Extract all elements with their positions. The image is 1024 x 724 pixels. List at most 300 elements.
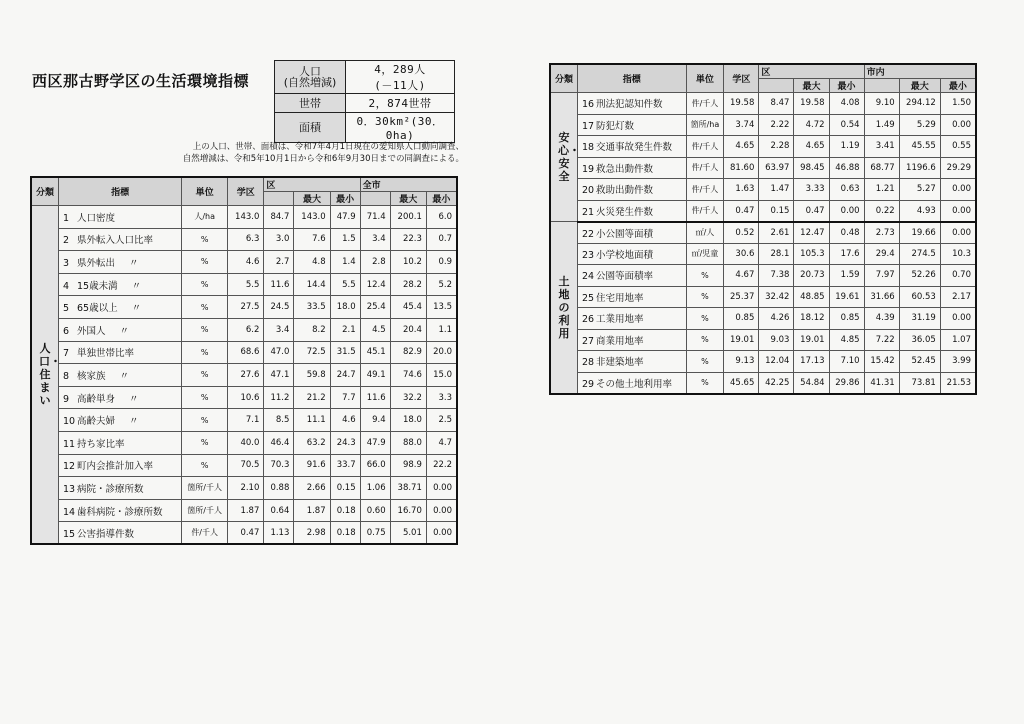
indicator-number: 16 [582,99,595,111]
ward-min-value: 1.5 [330,228,360,251]
city-max-value: 52.45 [899,351,940,373]
indicator-name [59,341,182,364]
school-value: 19.01 [724,329,759,351]
indicator-number: 21 [582,206,595,218]
ward-max-value: 54.84 [794,372,829,394]
table-row [550,222,976,244]
header-ward: 区 [264,177,360,192]
ward-min-value: 1.4 [330,251,360,274]
city-max-value: 82.9 [390,341,426,364]
page-title: 西区那古野学区の生活環境指標 [32,72,250,90]
indicator-number: 7 [63,348,70,360]
ward-max-value: 19.58 [794,93,829,115]
city-min-value: 0.7 [426,228,457,251]
population-label: 人口 (自然増減) [275,61,346,94]
indicator-number: 6 [63,325,70,337]
city-min-value: 0.00 [940,200,976,222]
indicator-name [59,364,182,387]
ward-min-value: 4.85 [829,329,864,351]
school-value: 40.0 [228,431,264,454]
ward-value: 4.26 [759,308,794,330]
ward-min-value: 31.5 [330,341,360,364]
ward-min-value: 7.10 [829,351,864,373]
unit-cell: 件/千人 [686,93,724,115]
ward-max-value: 4.65 [794,136,829,158]
header-ward-max: 最大 [794,79,829,93]
ditto-mark: 〃 [119,370,130,382]
ditto-mark: 〃 [131,280,142,292]
ward-value: 3.4 [264,318,294,341]
ward-max-value: 8.2 [294,318,330,341]
city-min-value: 29.29 [940,157,976,179]
indicator-label: 町内会推計加入率 [77,461,154,473]
indicator-label: 救助出動件数 [596,185,654,197]
city-max-value: 88.0 [390,431,426,454]
indicator-name [578,157,687,179]
header-city-max: 最大 [899,79,940,93]
ward-max-value: 98.45 [794,157,829,179]
unit-cell: % [182,251,228,274]
school-value: 70.5 [228,454,264,477]
indicator-label: 商業用地率 [596,335,644,347]
city-min-value: 0.00 [426,522,457,545]
indicator-label: 小学校地面積 [596,249,654,261]
indicator-number: 2 [63,235,70,247]
indicator-label: 公害指導件数 [77,528,135,540]
header-school: 学区 [724,64,759,93]
table-row [31,273,457,296]
category-cell [31,206,59,545]
ward-value: 28.1 [759,243,794,265]
ward-max-value: 1.87 [294,499,330,522]
ward-max-value: 0.47 [794,200,829,222]
indicator-number: 23 [582,249,595,261]
city-max-value: 10.2 [390,251,426,274]
indicator-name [578,308,687,330]
indicator-label: 県外転出 [77,257,116,269]
unit-cell: % [686,265,724,287]
city-min-value: 1.50 [940,93,976,115]
city-max-value: 16.70 [390,499,426,522]
indicator-label: 人口密度 [77,212,116,224]
indicator-number: 5 [63,303,70,315]
header-city-max: 最大 [390,192,426,206]
unit-cell: % [182,318,228,341]
indicator-label: 非建築地率 [596,357,644,369]
city-max-value: 19.66 [899,222,940,244]
indicator-number: 10 [63,416,76,428]
indicator-number: 3 [63,257,70,269]
city-max-value: 20.4 [390,318,426,341]
indicator-number: 15 [63,528,76,540]
ward-min-value: 0.00 [829,200,864,222]
school-value: 1.63 [724,179,759,201]
header-category: 分類 [31,177,59,206]
ward-min-value: 7.7 [330,386,360,409]
city-min-value: 1.1 [426,318,457,341]
ward-value: 0.88 [264,477,294,500]
city-value: 0.22 [864,200,899,222]
city-min-value: 2.17 [940,286,976,308]
indicator-label: 単独世帯比率 [77,348,135,360]
unit-cell: 箇所/千人 [182,499,228,522]
city-value: 49.1 [360,364,390,387]
table-row [31,477,457,500]
indicator-label: 65歳以上 [77,303,118,315]
category-cell [550,93,578,222]
indicator-name [578,222,687,244]
ward-value: 11.6 [264,273,294,296]
city-min-value: 0.00 [940,222,976,244]
school-value: 0.52 [724,222,759,244]
indicator-number: 19 [582,163,595,175]
ward-min-value: 0.54 [829,114,864,136]
city-max-value: 52.26 [899,265,940,287]
city-max-value: 5.29 [899,114,940,136]
school-value: 27.6 [228,364,264,387]
ditto-mark: 〃 [129,416,139,428]
city-value: 47.9 [360,431,390,454]
ward-max-value: 21.2 [294,386,330,409]
indicator-label: 病院・診療所数 [77,483,144,495]
school-value: 0.47 [724,200,759,222]
city-max-value: 1196.6 [899,157,940,179]
city-value: 1.49 [864,114,899,136]
ward-max-value: 143.0 [294,206,330,229]
indicator-label: 刑法犯認知件数 [596,99,663,111]
school-value: 6.3 [228,228,264,251]
unit-cell: 件/千人 [686,136,724,158]
indicator-number: 4 [63,280,70,292]
ditto-mark: 〃 [129,257,139,269]
ward-max-value: 2.98 [294,522,330,545]
city-min-value: 21.53 [940,372,976,394]
city-value: 2.73 [864,222,899,244]
school-value: 0.85 [724,308,759,330]
indicator-number: 11 [63,438,76,450]
ward-max-value: 63.2 [294,431,330,454]
ward-value: 47.0 [264,341,294,364]
indicator-number: 22 [582,228,595,240]
ward-min-value: 4.08 [829,93,864,115]
ward-max-value: 91.6 [294,454,330,477]
city-min-value: 10.3 [940,243,976,265]
ward-max-value: 12.47 [794,222,829,244]
city-value: 9.4 [360,409,390,432]
table-row [31,341,457,364]
city-max-value: 38.71 [390,477,426,500]
city-value: 0.75 [360,522,390,545]
ward-max-value: 72.5 [294,341,330,364]
ward-value: 2.28 [759,136,794,158]
unit-cell: 箇所/千人 [182,477,228,500]
table-row [550,157,976,179]
indicator-label: 工業用地率 [596,314,644,326]
table-row [31,251,457,274]
city-min-value: 0.00 [426,499,457,522]
households-label: 世帯 [275,94,346,113]
ward-min-value: 18.0 [330,296,360,319]
ward-max-value: 7.6 [294,228,330,251]
indicator-name [59,273,182,296]
indicator-name [578,179,687,201]
ward-max-value: 18.12 [794,308,829,330]
city-min-value: 5.2 [426,273,457,296]
city-value: 1.21 [864,179,899,201]
school-value: 25.37 [724,286,759,308]
ward-value: 2.61 [759,222,794,244]
summary-table [274,60,455,143]
city-value: 25.4 [360,296,390,319]
ward-max-value: 19.01 [794,329,829,351]
indicator-name [578,286,687,308]
header-unit: 単位 [686,64,724,93]
school-value: 1.87 [228,499,264,522]
school-value: 2.10 [228,477,264,500]
ward-min-value: 0.63 [829,179,864,201]
indicator-number: 13 [63,483,76,495]
ward-value: 1.13 [264,522,294,545]
city-value: 12.4 [360,273,390,296]
indicator-name [578,200,687,222]
ward-value: 12.04 [759,351,794,373]
category-label: 土地の利用 [558,274,570,340]
indicator-name [59,431,182,454]
header-city-min: 最小 [940,79,976,93]
source-note: 上の人口、世帯、面積は、令和7年4月1日現在の愛知県人口動向調査、 自然増減は、令和5年10月1日から令和6年9月30日までの同調査による。 [182,142,464,164]
indicator-name [59,206,182,229]
indicator-number: 27 [582,335,595,347]
city-max-value: 5.27 [899,179,940,201]
school-value: 7.1 [228,409,264,432]
school-value: 4.6 [228,251,264,274]
indicator-label: 核家族 [77,370,106,382]
right-indicator-table [549,63,977,395]
school-value: 3.74 [724,114,759,136]
unit-cell: % [686,286,724,308]
city-value: 3.41 [864,136,899,158]
category-label: 人口・住まい [39,342,61,408]
table-row [31,296,457,319]
city-value: 4.39 [864,308,899,330]
school-value: 4.65 [724,136,759,158]
ward-min-value: 5.5 [330,273,360,296]
ward-min-value: 4.6 [330,409,360,432]
ward-min-value: 47.9 [330,206,360,229]
unit-cell: % [182,364,228,387]
indicator-label: 公園等面積率 [596,271,654,283]
indicator-label: 交通事故発生件数 [596,142,673,154]
category-cell [550,222,578,394]
ward-value: 46.4 [264,431,294,454]
city-max-value: 5.01 [390,522,426,545]
ward-max-value: 17.13 [794,351,829,373]
indicator-number: 8 [63,370,70,382]
ditto-mark: 〃 [119,325,130,337]
indicator-label: 小公園等面積 [596,228,654,240]
ward-min-value: 0.18 [330,522,360,545]
ward-max-value: 20.73 [794,265,829,287]
unit-cell: ㎡/人 [686,222,724,244]
indicator-label: 県外転入人口比率 [77,235,154,247]
indicator-name [578,136,687,158]
city-max-value: 18.0 [390,409,426,432]
indicator-number: 29 [582,378,595,390]
indicator-number: 1 [63,212,70,224]
ward-min-value: 0.18 [330,499,360,522]
unit-cell: 件/千人 [182,522,228,545]
ward-value: 2.7 [264,251,294,274]
unit-cell: % [182,296,228,319]
city-min-value: 15.0 [426,364,457,387]
city-value: 0.60 [360,499,390,522]
ward-value: 3.0 [264,228,294,251]
ward-max-value: 105.3 [794,243,829,265]
ward-value: 32.42 [759,286,794,308]
header-city: 市内 [864,64,976,79]
ward-min-value: 0.85 [829,308,864,330]
population-value: 4，289人 (－11人) [346,61,455,94]
unit-cell: 件/千人 [686,179,724,201]
ward-value: 70.3 [264,454,294,477]
header-category: 分類 [550,64,578,93]
ditto-mark: 〃 [131,303,142,315]
city-min-value: 0.00 [940,114,976,136]
school-value: 68.6 [228,341,264,364]
school-value: 19.58 [724,93,759,115]
city-value: 31.66 [864,286,899,308]
table-row [550,93,976,115]
indicator-name [59,454,182,477]
ward-max-value: 11.1 [294,409,330,432]
school-value: 30.6 [724,243,759,265]
school-value: 81.60 [724,157,759,179]
indicator-label: 歯科病院・診療所数 [77,506,163,518]
indicator-label: 火災発生件数 [596,206,654,218]
table-row [31,206,457,229]
indicator-number: 25 [582,292,595,304]
ward-max-value: 33.5 [294,296,330,319]
indicator-name [578,265,687,287]
city-value: 45.1 [360,341,390,364]
ward-value: 42.25 [759,372,794,394]
header-unit: 単位 [182,177,228,206]
ward-min-value: 24.7 [330,364,360,387]
ward-value: 24.5 [264,296,294,319]
school-value: 45.65 [724,372,759,394]
ward-min-value: 17.6 [829,243,864,265]
indicator-label: 救急出動件数 [596,163,654,175]
ward-value: 84.7 [264,206,294,229]
city-value: 7.22 [864,329,899,351]
school-value: 0.47 [228,522,264,545]
header-ward-min: 最小 [829,79,864,93]
indicator-label: 外国人 [77,325,106,337]
indicator-name [59,228,182,251]
city-value: 9.10 [864,93,899,115]
city-value: 11.6 [360,386,390,409]
ward-min-value: 33.7 [330,454,360,477]
unit-cell: 件/千人 [686,200,724,222]
indicator-number: 26 [582,314,595,326]
city-max-value: 74.6 [390,364,426,387]
table-row [31,431,457,454]
ward-value: 11.2 [264,386,294,409]
indicator-number: 20 [582,185,595,197]
indicator-number: 12 [63,461,76,473]
city-min-value: 4.7 [426,431,457,454]
header-city: 全市 [360,177,457,192]
indicator-label: 15歳未満 [77,280,118,292]
city-value: 41.31 [864,372,899,394]
city-max-value: 274.5 [899,243,940,265]
city-max-value: 98.9 [390,454,426,477]
indicator-name [59,386,182,409]
city-max-value: 28.2 [390,273,426,296]
table-row [31,522,457,545]
city-value: 71.4 [360,206,390,229]
city-max-value: 60.53 [899,286,940,308]
ward-value: 7.38 [759,265,794,287]
indicator-label: 高齢夫婦 [77,416,116,428]
city-min-value: 22.2 [426,454,457,477]
city-max-value: 31.19 [899,308,940,330]
table-row [550,372,976,394]
indicator-number: 17 [582,120,595,132]
table-row [31,318,457,341]
indicator-number: 9 [63,393,70,405]
ward-max-value: 4.8 [294,251,330,274]
city-max-value: 22.3 [390,228,426,251]
school-value: 27.5 [228,296,264,319]
city-min-value: 1.07 [940,329,976,351]
indicator-number: 28 [582,357,595,369]
unit-cell: % [686,308,724,330]
school-value: 9.13 [724,351,759,373]
left-indicator-table [30,176,458,545]
city-max-value: 73.81 [899,372,940,394]
unit-cell: % [182,228,228,251]
table-row [31,228,457,251]
table-row [31,386,457,409]
city-min-value: 6.0 [426,206,457,229]
ward-value: 47.1 [264,364,294,387]
area-label: 面積 [275,113,346,143]
indicator-name [578,351,687,373]
city-max-value: 200.1 [390,206,426,229]
header-ward-min: 最小 [330,192,360,206]
indicator-number: 14 [63,506,76,518]
city-value: 29.4 [864,243,899,265]
table-row [550,351,976,373]
ward-value: 2.22 [759,114,794,136]
header-ward-max: 最大 [294,192,330,206]
table-row [31,364,457,387]
ward-max-value: 4.72 [794,114,829,136]
unit-cell: % [182,386,228,409]
ward-max-value: 59.8 [294,364,330,387]
ward-max-value: 14.4 [294,273,330,296]
table-row [550,265,976,287]
school-value: 5.5 [228,273,264,296]
city-min-value: 0.00 [940,179,976,201]
header-indicator: 指標 [578,64,687,93]
ward-min-value: 46.88 [829,157,864,179]
ward-min-value: 1.59 [829,265,864,287]
table-row [550,179,976,201]
city-max-value: 36.05 [899,329,940,351]
ward-value: 63.97 [759,157,794,179]
